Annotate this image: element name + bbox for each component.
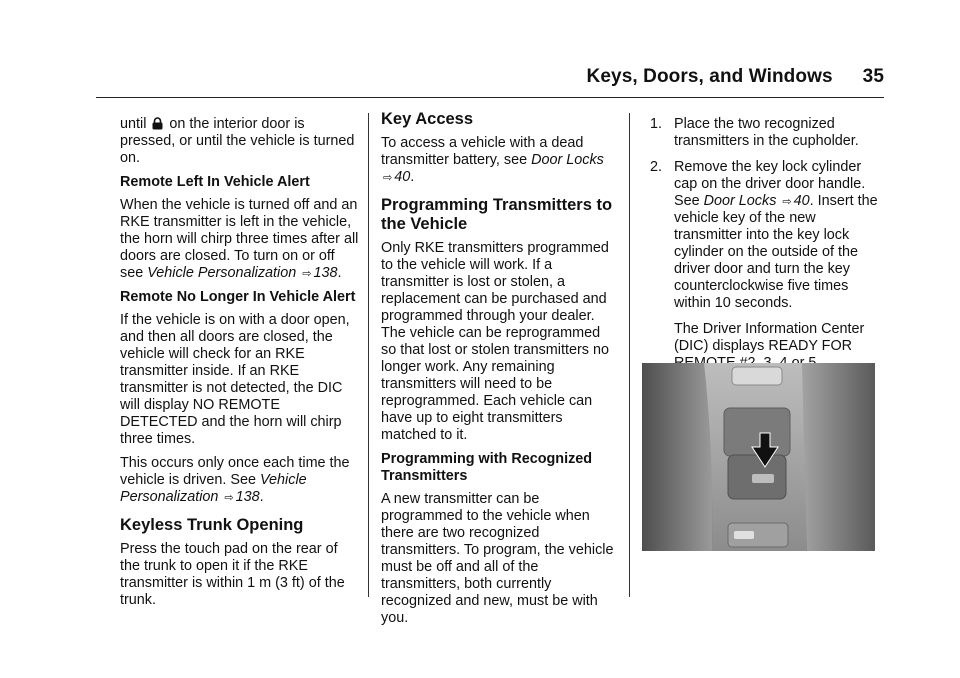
subheading: Remote Left In Vehicle Alert <box>120 174 310 190</box>
paragraph: Only RKE transmitters programmed to the vehicle will work. If a transmitter is lost or stolen, a replacement can be purchased and programmed through your dealer. The vehicle can be reprogrammed so that lost or stolen transmitters no longer work. Any remaining transmitters will need to be reprogrammed. Each vehicle can have up to eight transmitters matched to it. <box>381 240 609 443</box>
cross-reference[interactable]: Door Locks <box>703 193 777 209</box>
console-cupholder-photo <box>642 363 875 551</box>
reference-arrow-icon: ⇨ <box>224 491 234 504</box>
column-3 <box>642 116 878 381</box>
step-text: Place the two recognized transmitters in the cupholder. <box>674 116 859 149</box>
page-number: 35 <box>862 66 884 87</box>
text: . Insert the vehicle key of the new transmitter into the key lock cylinder on the outside of the driver door and turn the key counterclockwise five times within 10 seconds. <box>674 193 878 311</box>
console-illustration <box>642 363 875 551</box>
cross-reference[interactable]: Vehicle Personalization <box>147 265 297 281</box>
paragraph <box>120 116 360 167</box>
text: When the vehicle is turned off and an RKE transmitter is left in the vehicle, the horn will chirp three times after all doors are closed. To turn on or off see <box>120 197 359 281</box>
cross-reference[interactable]: Door Locks <box>531 152 604 168</box>
page-reference[interactable]: 40 <box>394 169 411 185</box>
paragraph: This occurs only once each time the vehicle is driven. See Vehicle Personalization ⇨ 138. <box>120 455 350 505</box>
step-text <box>674 159 878 312</box>
text: on the interior door is pressed, or until the vehicle is turned on. <box>120 116 355 166</box>
page-reference[interactable]: 138 <box>235 489 260 505</box>
column-divider-2 <box>629 113 630 597</box>
page-reference[interactable]: 138 <box>313 265 338 281</box>
reference-arrow-icon: ⇨ <box>782 195 792 208</box>
lock-icon <box>152 117 163 130</box>
header-rule <box>96 97 884 98</box>
text: until <box>120 116 147 132</box>
subheading: Programming with Recognized Transmitters <box>381 451 593 484</box>
list-item <box>642 159 878 372</box>
paragraph: When the vehicle is turned off and an RKE transmitter is left in the vehicle, the horn will chirp three times after all doors are closed. To turn on or off see Vehicle Personalization ⇨ 138. <box>120 197 359 281</box>
step-number: 2. <box>650 159 663 175</box>
list-item <box>642 116 878 150</box>
reference-arrow-icon: ⇨ <box>383 171 393 184</box>
cross-reference[interactable]: Vehicle Personalization <box>120 472 307 505</box>
paragraph: A new transmitter can be programmed to the vehicle when there are two recognized transmitters. To program, the vehicle must be off and all of the transmitters, both currently recognized and new, must be with you. <box>381 491 614 626</box>
section-heading: Programming Transmitters to the Vehicle <box>381 196 613 233</box>
reference-arrow-icon: ⇨ <box>302 267 312 280</box>
subheading: Remote No Longer In Vehicle Alert <box>120 289 356 305</box>
section-heading: Key Access <box>381 110 474 128</box>
page-reference[interactable]: 40 <box>793 193 810 209</box>
column-divider-1 <box>368 113 369 597</box>
text: Remove the key lock cylinder cap on the driver door handle. See <box>674 159 866 209</box>
section-heading: Keyless Trunk Opening <box>120 516 304 534</box>
page-header <box>0 66 884 88</box>
text: To access a vehicle with a dead transmitter battery, see <box>381 135 584 168</box>
step-note: The Driver Information Center (DIC) displays READY FOR <box>674 321 865 354</box>
steps-list <box>642 116 878 372</box>
column-1 <box>120 116 360 616</box>
paragraph: Press the touch pad on the rear of the trunk to open it if the RKE transmitter is within 1 m (3 ft) of the trunk. <box>120 541 345 608</box>
paragraph: If the vehicle is on with a door open, and then all doors are closed, the vehicle will check for an RKE transmitter inside. If an RKE transmitter is not detected, the DIC will display NO REMOTE DETECTED and the horn will chirp three times. <box>120 312 350 447</box>
column-2 <box>381 110 617 634</box>
step-number: 1. <box>650 116 663 132</box>
paragraph: To access a vehicle with a dead transmitter battery, see Door Locks ⇨ 40. <box>381 135 604 185</box>
text: This occurs only once each time the vehicle is driven. See <box>120 455 350 488</box>
section-title: Keys, Doors, and Windows <box>586 66 833 87</box>
